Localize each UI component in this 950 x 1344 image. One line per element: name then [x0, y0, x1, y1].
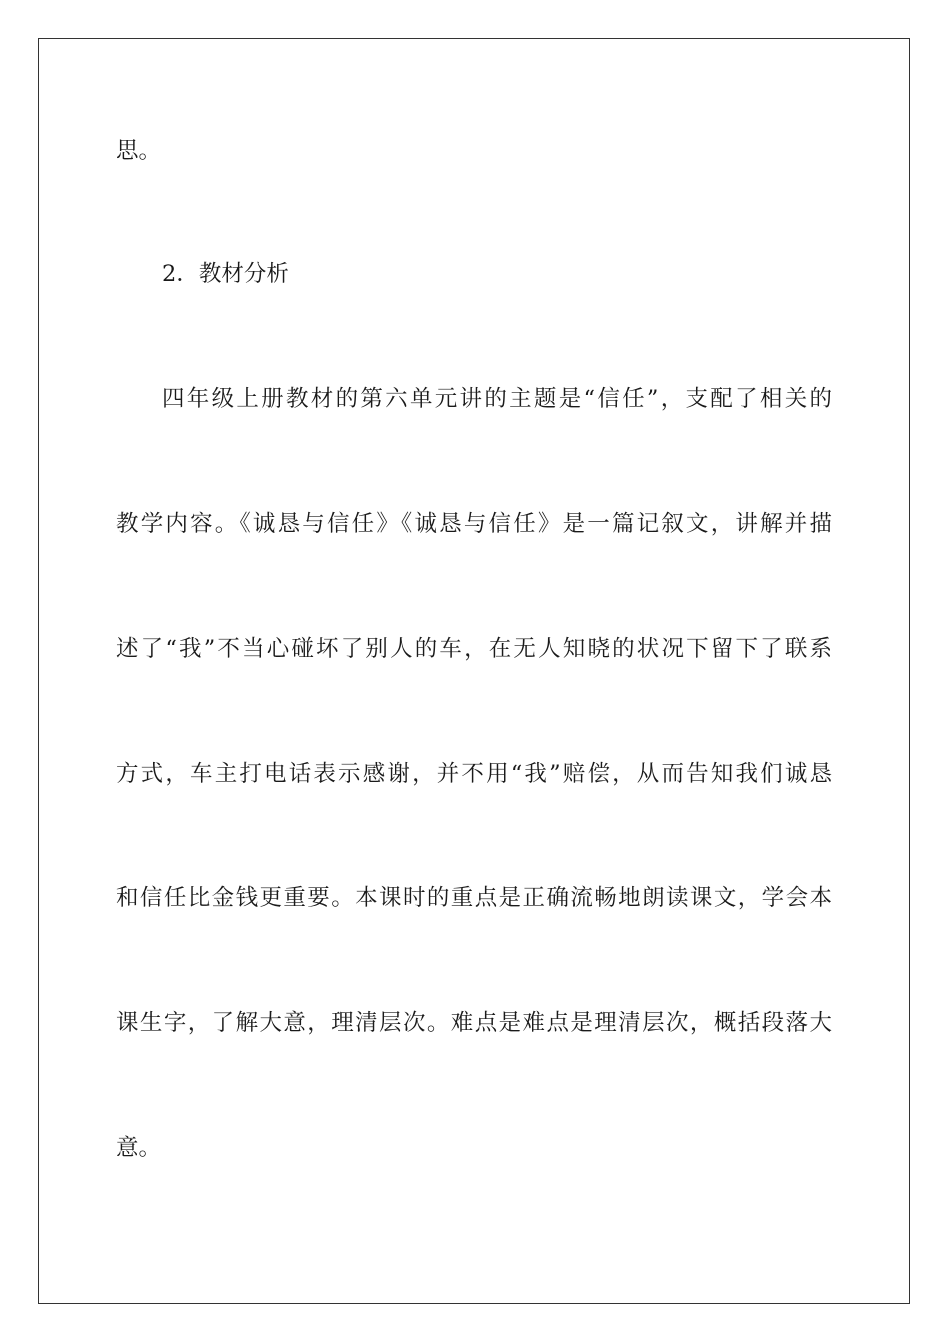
- page-border: [38, 38, 910, 1304]
- paragraph-line-2: 教学内容。《诚恳与信任》《诚恳与信任》是一篇记叙文，讲解并描: [116, 511, 832, 537]
- section-heading: 2．教材分析: [162, 261, 289, 287]
- paragraph-line-6: 课生字，了解大意，理清层次。难点是难点是理清层次，概括段落大: [116, 1010, 832, 1036]
- paragraph-line-5: 和信任比金钱更重要。本课时的重点是正确流畅地朗读课文，学会本: [116, 885, 832, 911]
- paragraph-line-3: 述了“我”不当心碰坏了别人的车，在无人知晓的状况下留下了联系: [116, 636, 832, 662]
- paragraph-line-1: 四年级上册教材的第六单元讲的主题是“信任”，支配了相关的: [162, 386, 832, 412]
- paragraph-end-line: 思。: [116, 138, 162, 164]
- paragraph-line-4: 方式，车主打电话表示感谢，并不用“我”赔偿，从而告知我们诚恳: [116, 761, 832, 787]
- paragraph-line-7: 意。: [116, 1135, 162, 1161]
